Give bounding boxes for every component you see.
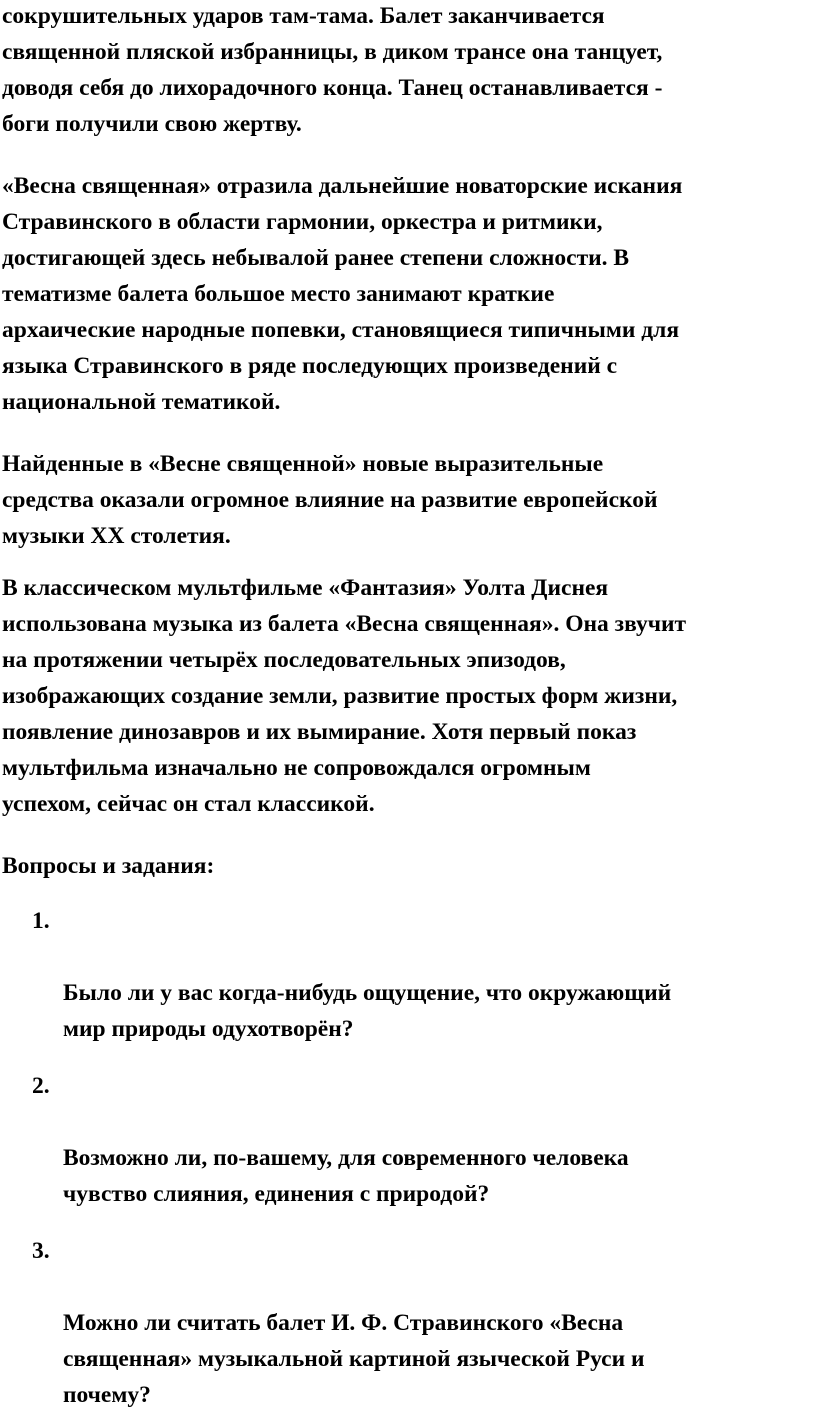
question-text: Возможно ли, по-вашему, для современного человека чувство слияния, единения с природой?	[63, 1145, 629, 1207]
questions-list	[2, 903, 808, 1413]
list-item	[2, 1068, 808, 1212]
paragraph-ballet-ending: сокрушительных ударов там-тама. Балет заканчивается священной пляской избранницы, в диком трансе она танцует, доводя себя до лихорадочного конца. Танец останавливается - боги получили свою жертву.	[2, 3, 663, 137]
question-text: Можно ли считать балет И. Ф. Стравинского «Весна священная» музыкальной картиной языческой Руси и почему?	[63, 1310, 645, 1408]
paragraph-fantasia: В классическом мультфильме «Фантазия» Уолта Диснея использована музыка из балета «Весна священная». Она звучит на протяжении четырёх последовательных эпизодов, изображающих создание земли, развитие простых форм жизни, появление динозавров и их вымирание. Хотя первый показ мультфильма изначально не сопровождался огромным успехом, сейчас он стал классикой.	[2, 575, 687, 817]
question-number: 1.	[32, 908, 50, 934]
question-number: 2.	[32, 1073, 50, 1099]
questions-heading: Вопросы и задания:	[2, 853, 215, 879]
question-text: Было ли у вас когда-нибудь ощущение, что окружающий мир природы одухотворён?	[63, 980, 672, 1042]
paragraph-innovations: «Весна священная» отразила дальнейшие новаторские искания Стравинского в области гармонии, оркестра и ритмики, достигающей здесь небывалой ранее степени сложности. В тематизме балета большое место занимают краткие архаические народные попевки, становящиеся типичными для языка Стравинского в ряде последующих произведений с национальной тематикой.	[2, 173, 683, 415]
question-number: 3.	[32, 1238, 50, 1264]
list-item	[2, 1233, 808, 1413]
list-item	[2, 903, 808, 1047]
paragraph-influence: Найденные в «Весне священной» новые выразительные средства оказали огромное влияние на развитие европейской музыки XX столетия.	[2, 451, 658, 549]
